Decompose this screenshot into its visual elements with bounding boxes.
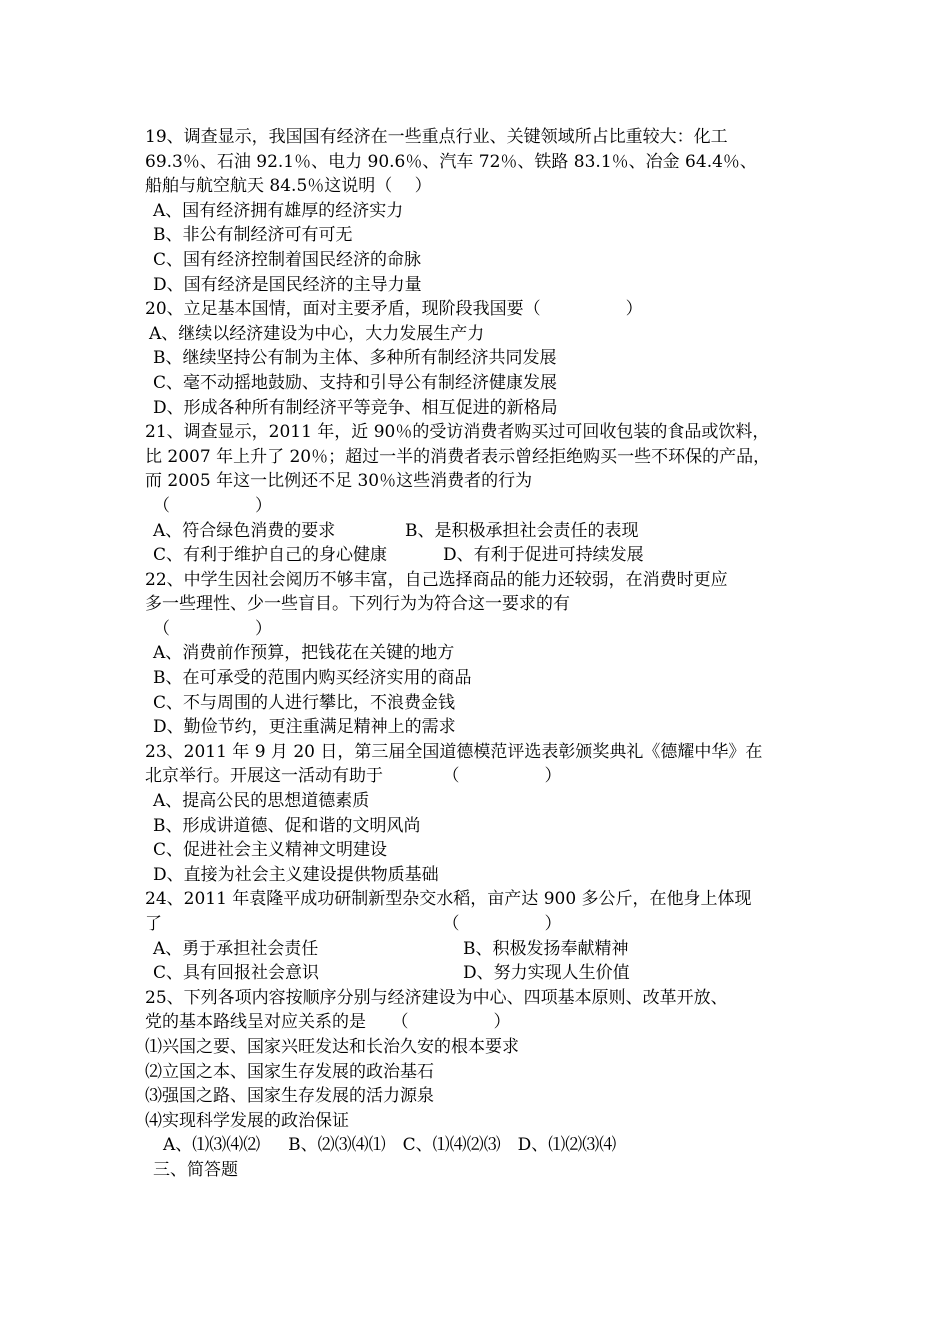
option-a: A、勇于承担社会责任 bbox=[153, 938, 319, 959]
option-d: D、直接为社会主义建设提供物质基础 bbox=[153, 864, 439, 885]
option-b: B、积极发扬奉献精神 bbox=[463, 938, 629, 959]
option-b: B、是积极承担社会责任的表现 bbox=[405, 520, 639, 541]
question-stem: 24、2011 年袁隆平成功研制新型杂交水稻，亩产达 900 多公斤，在他身上体现 bbox=[145, 889, 752, 910]
section-title: 三、简答题 bbox=[153, 1159, 238, 1180]
question-20 bbox=[145, 297, 825, 420]
question-24 bbox=[145, 887, 825, 985]
list-item: ⑶强国之路、国家生存发展的活力源泉 bbox=[145, 1086, 434, 1107]
option-c: C、促进社会主义精神文明建设 bbox=[153, 840, 388, 861]
option-a: A、提高公民的思想道德素质 bbox=[153, 791, 370, 812]
option-a: A、继续以经济建设为中心，大力发展生产力 bbox=[149, 323, 485, 344]
question-stem: 多一些理性、少一些盲目。下列行为为符合这一要求的有 bbox=[145, 594, 570, 615]
option-c: C、毫不动摇地鼓励、支持和引导公有制经济健康发展 bbox=[153, 372, 558, 393]
option-a: A、符合绿色消费的要求 bbox=[153, 520, 336, 541]
option-b: B、继续坚持公有制为主体、多种所有制经济共同发展 bbox=[153, 348, 557, 369]
question-stem: 69.3％、石油 92.1％、电力 90.6％、汽车 72％、铁路 83.1％、冶金 64.4％、 bbox=[145, 151, 757, 172]
option-row bbox=[145, 961, 825, 986]
question-stem: 比 2007 年上升了 20％；超过一半的消费者表示曾经拒绝购买一些不环保的产品， bbox=[145, 446, 771, 467]
answer-choices: A、⑴⑶⑷⑵ B、⑵⑶⑷⑴ C、⑴⑷⑵⑶ D、⑴⑵⑶⑷ bbox=[163, 1135, 617, 1156]
list-item: ⑵立国之本、国家生存发展的政治基石 bbox=[145, 1061, 434, 1082]
question-stem: 而 2005 年这一比例还不足 30％这些消费者的行为 bbox=[145, 471, 533, 492]
question-21 bbox=[145, 420, 825, 568]
question-stem: 船舶与航空航天 84.5％这说明（ ） bbox=[145, 176, 432, 197]
answer-blank: （ ） bbox=[153, 618, 272, 639]
option-row bbox=[145, 519, 825, 544]
question-stem: 党的基本路线呈对应关系的是 （ ） bbox=[145, 1012, 511, 1033]
option-a: A、消费前作预算，把钱花在关键的地方 bbox=[153, 643, 455, 664]
option-b: B、非公有制经济可有可无 bbox=[153, 225, 353, 246]
question-stem: 了 （ ） bbox=[145, 914, 562, 934]
question-stem: 19、调查显示，我国国有经济在一些重点行业、关键领域所占比重较大：化工 bbox=[145, 127, 728, 147]
option-d: D、有利于促进可持续发展 bbox=[443, 545, 644, 566]
option-b: B、在可承受的范围内购买经济实用的商品 bbox=[153, 668, 472, 689]
option-row bbox=[145, 543, 825, 568]
answer-blank: （ ） bbox=[153, 495, 272, 516]
question-stem: 北京举行。开展这一活动有助于 （ ） bbox=[145, 766, 562, 787]
question-stem: 21、调查显示，2011 年，近 90％的受访消费者购买过可回收包装的食品或饮料， bbox=[145, 422, 770, 443]
question-19 bbox=[145, 125, 825, 297]
question-stem: 25、下列各项内容按顺序分别与经济建设为中心、四项基本原则、改革开放、 bbox=[145, 987, 728, 1008]
question-stem: 20、立足基本国情，面对主要矛盾，现阶段我国要（ ） bbox=[145, 299, 643, 320]
option-c: C、具有回报社会意识 bbox=[153, 963, 320, 984]
question-stem: 22、中学生因社会阅历不够丰富，自己选择商品的能力还较弱，在消费时更应 bbox=[145, 569, 728, 590]
option-d: D、勤俭节约，更注重满足精神上的需求 bbox=[153, 717, 456, 738]
option-row bbox=[145, 937, 825, 962]
option-d: D、国有经济是国民经济的主导力量 bbox=[153, 274, 422, 295]
option-d: D、努力实现人生价值 bbox=[463, 963, 630, 984]
list-item: ⑷实现科学发展的政治保证 bbox=[145, 1110, 349, 1131]
question-stem: 23、2011 年 9 月 20 日，第三届全国道德模范评选表彰颁奖典礼《德耀中华》在 bbox=[145, 741, 763, 762]
question-23 bbox=[145, 740, 825, 888]
option-a: A、国有经济拥有雄厚的经济实力 bbox=[153, 200, 404, 221]
document-page bbox=[145, 125, 825, 1183]
option-c: C、国有经济控制着国民经济的命脉 bbox=[153, 249, 422, 270]
option-c: C、不与周围的人进行攀比，不浪费金钱 bbox=[153, 692, 456, 713]
list-item: ⑴兴国之要、国家兴旺发达和长治久安的根本要求 bbox=[145, 1036, 519, 1057]
option-d: D、形成各种所有制经济平等竞争、相互促进的新格局 bbox=[153, 397, 558, 418]
question-25 bbox=[145, 986, 825, 1158]
question-22 bbox=[145, 568, 825, 740]
option-c: C、有利于维护自己的身心健康 bbox=[153, 545, 388, 566]
option-b: B、形成讲道德、促和谐的文明风尚 bbox=[153, 815, 421, 836]
